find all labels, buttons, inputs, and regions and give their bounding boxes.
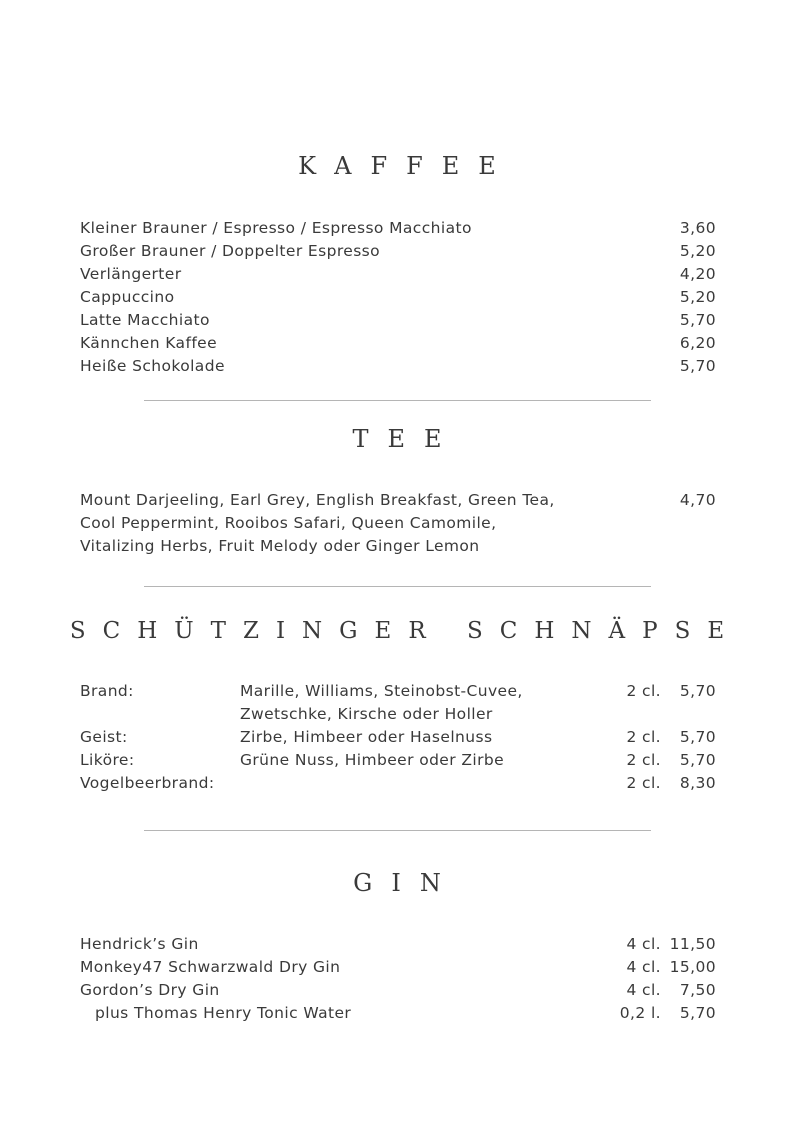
tonic-addon-name: plus Thomas Henry Tonic Water [95,1004,352,1022]
schnaps-price: 5,70 [679,682,716,700]
menu-item-name: Latte Macchiato [80,311,210,329]
menu-item-price: 4,20 [679,265,716,283]
schnaps-description: Zirbe, Himbeer oder Haselnuss [240,728,493,746]
menu-item-name: Kleiner Brauner / Espresso / Espresso Macchiato [80,219,472,237]
section-divider [144,830,651,831]
tea-varieties-line: Mount Darjeeling, Earl Grey, English Breakfast, Green Tea, [80,491,555,509]
schnaps-description: Marille, Williams, Steinobst-Cuvee, [240,682,523,700]
gin-name: Hendrick’s Gin [80,935,199,953]
menu-item-price: 5,20 [679,288,716,306]
schnaps-price: 5,70 [679,728,716,746]
tea-price: 4,70 [679,491,716,509]
menu-item-name: Verlängerter [80,265,182,283]
section-divider [144,400,651,401]
menu-item-price: 6,20 [679,334,716,352]
schnaps-description: Zwetschke, Kirsche oder Holler [240,705,493,723]
menu-item-price: 3,60 [679,219,716,237]
menu-item-price: 5,20 [679,242,716,260]
tonic-addon-quantity: 0,2 l. [619,1004,661,1022]
tea-varieties-line: Vitalizing Herbs, Fruit Melody oder Ginger Lemon [80,537,480,555]
section-title-gin: GIN [353,869,460,897]
gin-quantity: 4 cl. [626,981,661,999]
menu-item-name: Kännchen Kaffee [80,334,218,352]
schnaps-quantity: 2 cl. [626,774,661,792]
gin-price: 7,50 [679,981,716,999]
section-divider [144,586,651,587]
gin-price: 15,00 [669,958,716,976]
section-title-tee: TEE [352,425,461,453]
schnaps-category: Vogelbeerbrand: [80,774,215,792]
tonic-addon-price: 5,70 [679,1004,716,1022]
menu-item-name: Großer Brauner / Doppelter Espresso [80,242,381,260]
menu-item-name: Heiße Schokolade [80,357,225,375]
tea-varieties-line: Cool Peppermint, Rooibos Safari, Queen Camomile, [80,514,497,532]
schnaps-quantity: 2 cl. [626,728,661,746]
section-title-schnaepse: SCHÜTZINGER SCHNÄPSE [69,618,742,644]
schnaps-quantity: 2 cl. [626,682,661,700]
schnaps-price: 5,70 [679,751,716,769]
schnaps-category: Liköre: [80,751,135,769]
gin-price: 11,50 [669,935,716,953]
schnaps-description: Grüne Nuss, Himbeer oder Zirbe [240,751,505,769]
gin-quantity: 4 cl. [626,958,661,976]
menu-item-price: 5,70 [679,311,716,329]
schnaps-category: Brand: [80,682,134,700]
section-title-kaffee: KAFFEE [298,152,515,180]
schnaps-quantity: 2 cl. [626,751,661,769]
menu-item-price: 5,70 [679,357,716,375]
gin-name: Gordon’s Dry Gin [80,981,220,999]
schnaps-category: Geist: [80,728,128,746]
gin-name: Monkey47 Schwarzwald Dry Gin [80,958,341,976]
schnaps-price: 8,30 [679,774,716,792]
gin-quantity: 4 cl. [626,935,661,953]
menu-item-name: Cappuccino [80,288,175,306]
